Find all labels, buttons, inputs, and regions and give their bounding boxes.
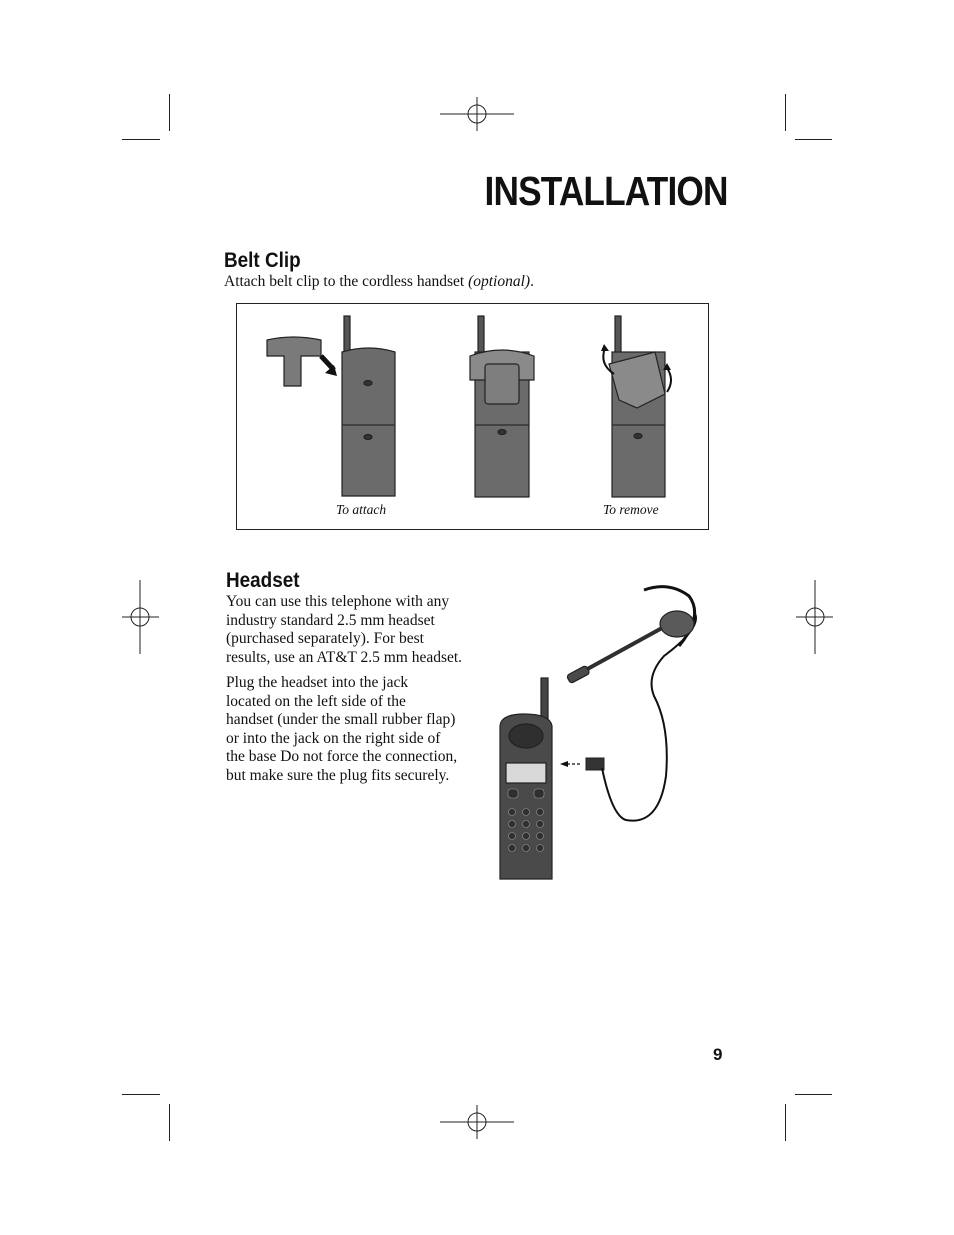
text-line: but make sure the plug fits securely. [226, 766, 450, 784]
text-line: located on the left side of the [226, 692, 406, 710]
handset-with-clip [470, 316, 534, 497]
headset-paragraph-2 [226, 674, 457, 785]
headset-illustration [494, 576, 734, 886]
handset-attach [342, 316, 395, 496]
belt-clip-illustration [237, 304, 710, 531]
headset-paragraph-1 [226, 593, 462, 667]
headset-heading: Headset [226, 569, 300, 592]
text-line: You can use this telephone with any [226, 593, 450, 610]
belt-clip-heading: Belt Clip [224, 249, 301, 272]
text-line: Plug the headset into the jack [226, 674, 409, 691]
cordless-handset [500, 678, 552, 879]
text-line: or into the jack on the right side of [226, 729, 441, 747]
belt-clip-figure [236, 303, 709, 530]
belt-clip-intro: Attach belt clip to the cordless handset (optional). [224, 273, 534, 290]
text-line: (purchased separately). For best [226, 630, 424, 647]
attach-arrow-icon [321, 356, 337, 376]
text-line: handset (under the small rubber flap) [226, 711, 456, 728]
rotate-arrow-head-icon [601, 344, 609, 351]
handset-remove [609, 316, 665, 497]
caption-remove: To remove [603, 502, 659, 517]
caption-attach: To attach [336, 502, 387, 517]
text-line: results, use an AT&T 2.5 mm headset. [226, 648, 463, 666]
headset-plug-icon [560, 758, 604, 770]
page-title: INSTALLATION [484, 168, 728, 214]
headset [566, 587, 694, 684]
text-line: the base Do not force the connection, [226, 748, 458, 765]
text-line: industry standard 2.5 mm headset [226, 611, 435, 629]
page-number: 9 [713, 1045, 723, 1064]
belt-clip-part [267, 337, 321, 386]
